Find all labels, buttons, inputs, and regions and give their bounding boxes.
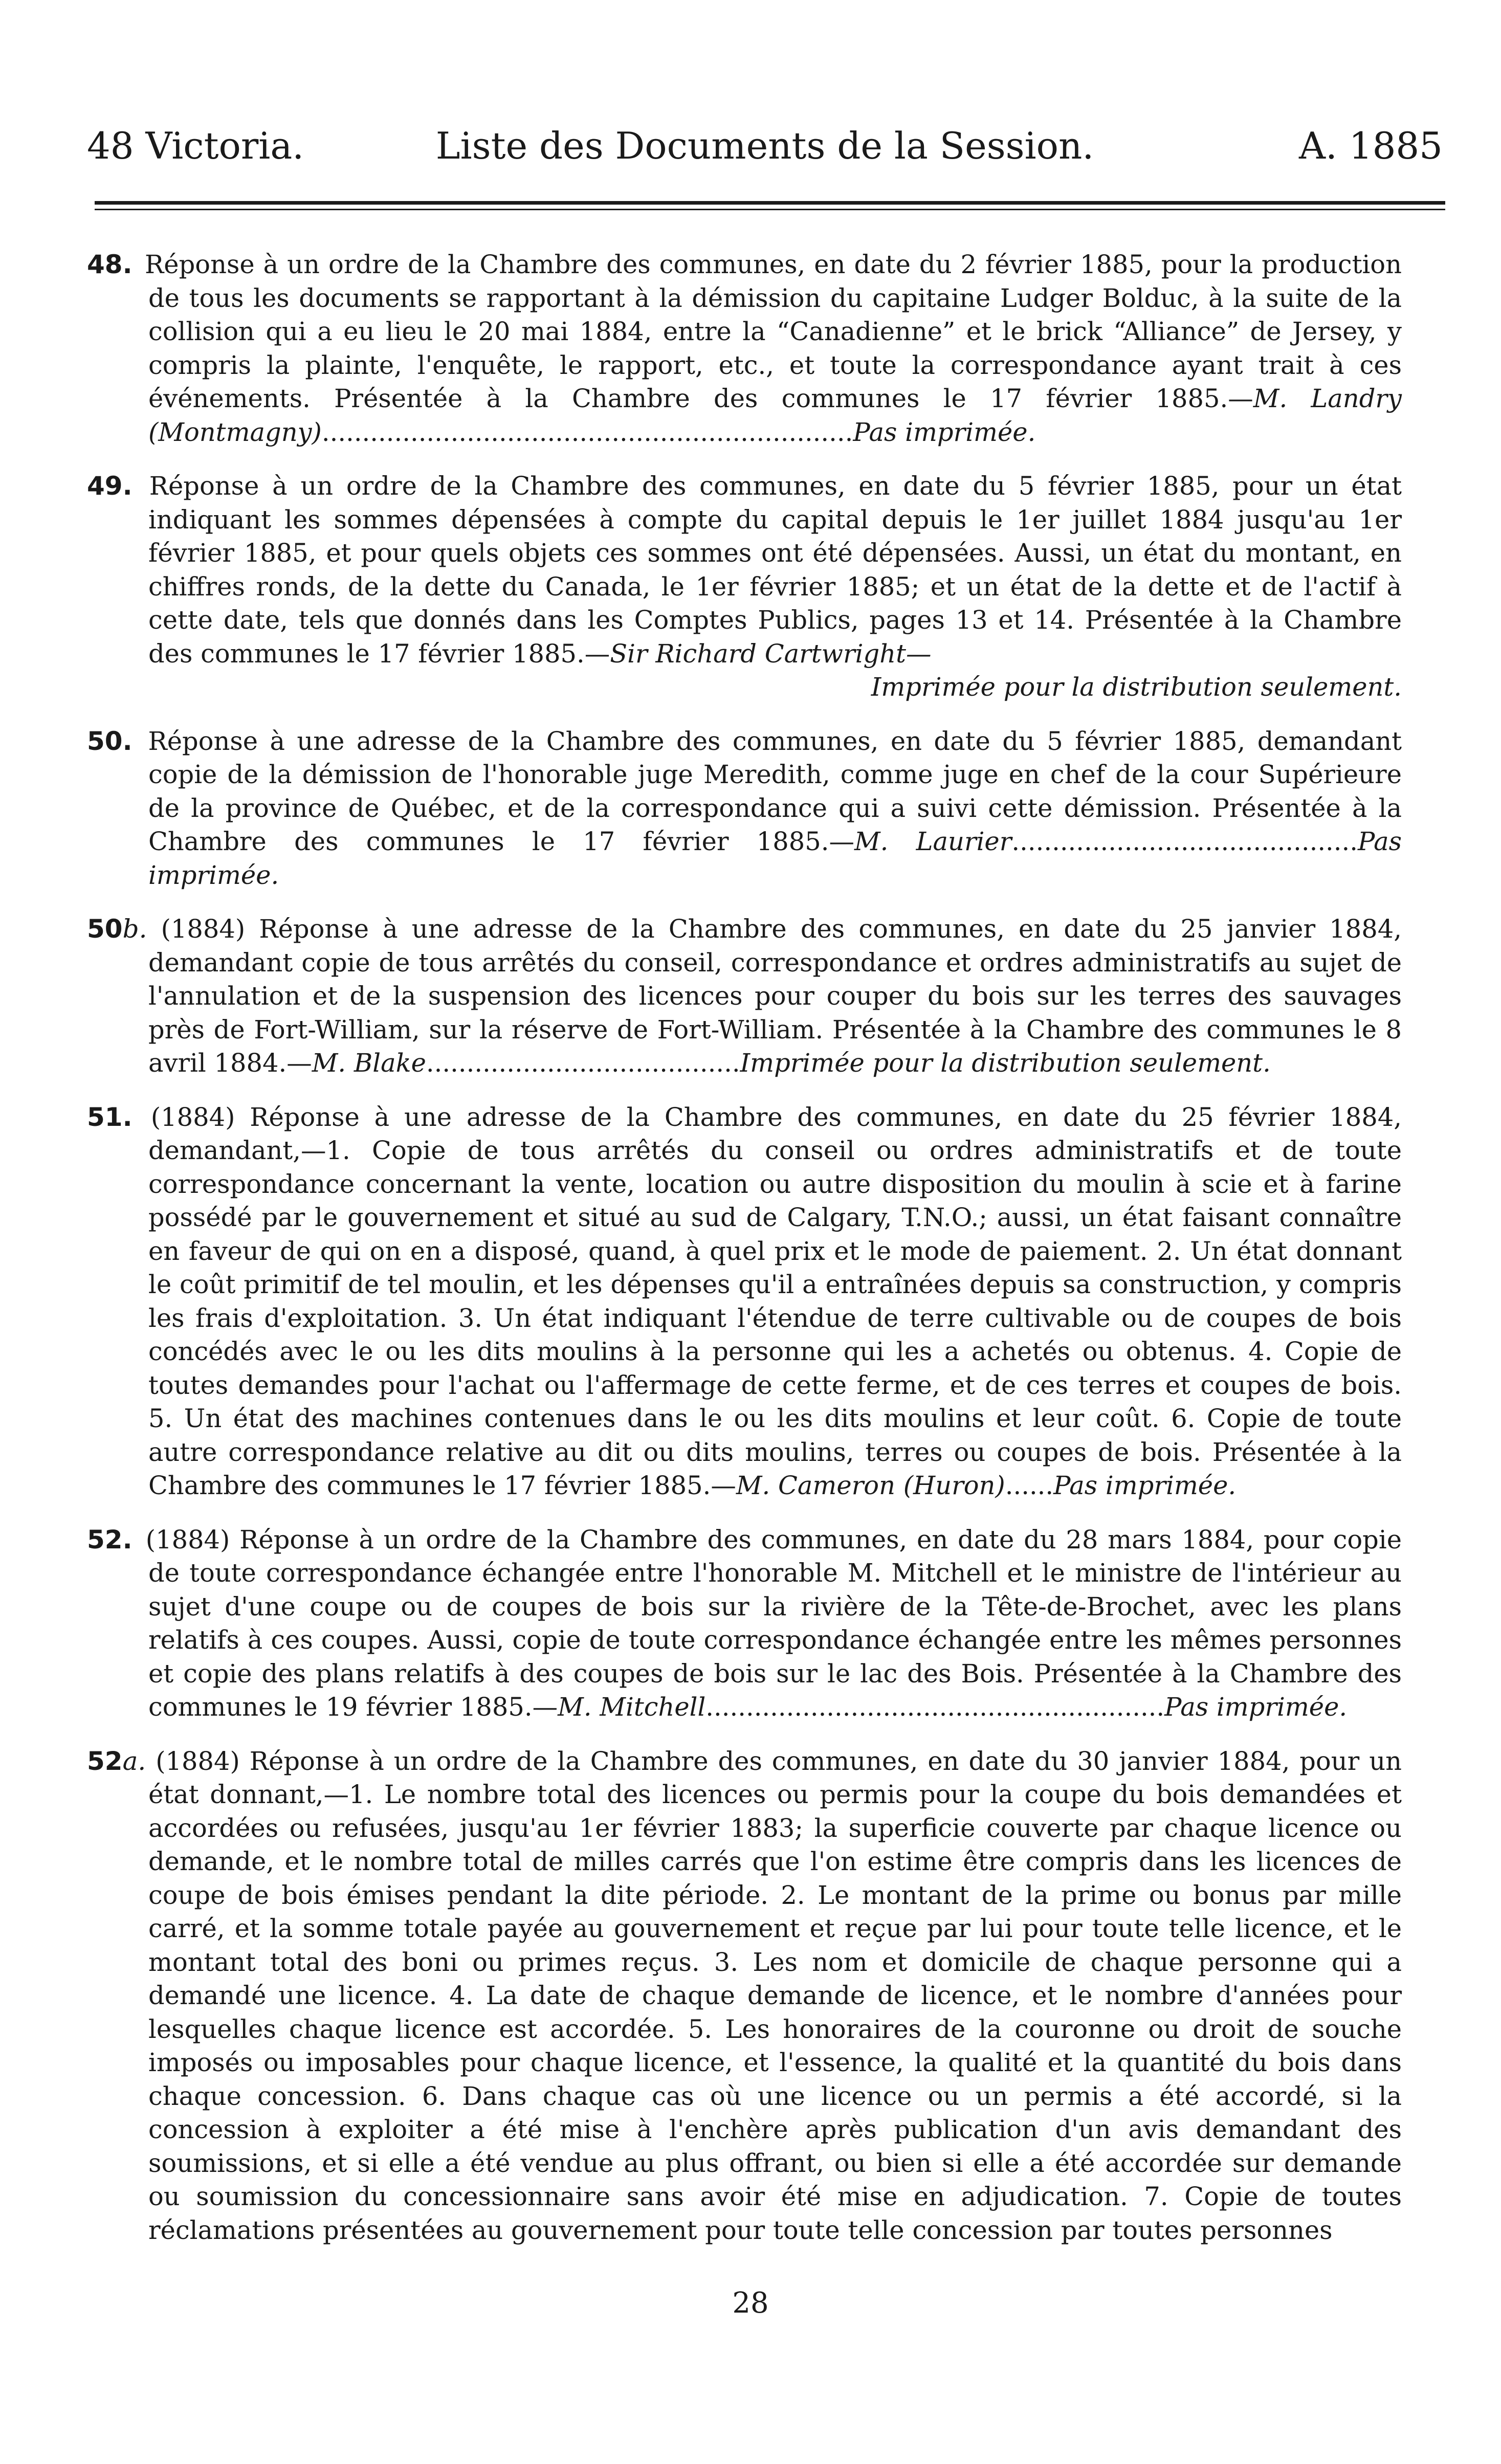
document-entry [87,913,1402,1080]
document-entry [87,725,1402,893]
document-entry [87,1745,1402,2248]
entry-text: Réponse à une adresse de la Chambre des communes, en date du 25 janvier 1884, demandant copie de tous arrêtés du conseil, correspondance et ordres administratifs au sujet de l'annulation et de la suspension des licences pour couper du bois sur les terres des sauvages près de Fort-William, sur la réserve de Fort-William. Présentée à la Chambre des communes le 8 avril 1884.— [148,914,1402,1078]
entry-text: Réponse à une adresse de la Chambre des communes, en date du 25 février 1884, demandant,—1. Copie de tous arrêtés du conseil ou ordres administratifs et de toute correspondance concernant la vente, location ou autre disposition du moulin à scie et à farine possédé par le gouvernement et situé au sud de Calgary, T.N.O.; aussi, un état faisant connaître en faveur de qui on en a disposé, quand, à quel prix et le mode de paiement. 2. Un état donnant le coût primitif de tel moulin, et les dépenses qu'il a entraînées depuis sa construction, y compris les frais d'exploitation. 3. Un état indiquant l'étendue de terre cultivable ou de coupes de bois concédés avec le ou les dits moulins à la personne qui les a achetés ou obtenus. 4. Copie de toutes demandes pour l'achat ou l'affermage de cette ferme, et de ces terres et coupes de bois. 5. Un état des machines contenues dans le ou les dits moulins et leur coût. 6. Copie de toute autre correspondance relative au dit ou dits moulins, terres ou coupes de bois. Présentée à la Chambre des communes le 17 février 1885.— [148,1102,1402,1500]
entry-year: (1884) [150,1102,235,1132]
document-entry [87,1101,1402,1503]
entry-leader: ...... [1005,1471,1054,1500]
entry-mover: M. Mitchell [558,1692,706,1722]
entry-mover: M. Laurier [854,827,1012,856]
entry-leader: .................................................................. [321,417,853,447]
entry-leader: ......................................................... [705,1692,1165,1722]
running-header [87,118,1443,174]
entry-status: Imprimée pour la distribution seulement. [740,1048,1271,1078]
entry-text: Réponse à un ordre de la Chambre des communes, en date du 30 janvier 1884, pour un état donnant,—1. Le nombre total des licences ou permis pour la coupe du bois demandées et accordées ou refusées, jusqu'au 1er février 1883; la superficie couverte par chaque licence ou demande, et le nombre total de milles carrés que l'on estime être compris dans les licences de coupe de bois émises pendant la dite période. 2. Le montant de la prime ou bonus par mille carré, et la somme totale payée au gouvernement et reçue par lui pour toute telle licence, et le montant total des boni ou primes reçus. 3. Les nom et domicile de chaque personne qui a demandé une licence. 4. La date de chaque demande de licence, et le nombre d'années pour lesquelles chaque licence est accordée. 5. Les honoraires de la couronne ou droit de souche imposés ou imposables pour chaque licence, et l'essence, la qualité et la quantité du bois dans chaque concession. 6. Dans chaque cas où une licence ou un permis a été accordé, si la concession à exploiter a été mise à l'enchère après publication d'un avis demandant des soumissions, et si elle a été vendue au plus offrant, ou bien si elle a été accordée sur demande ou soumission du concessionnaire sans avoir été mise en adjudication. 7. Copie de toutes réclamations présentées au gouvernement pour toute telle concession par toutes personnes [148,1746,1402,2245]
entry-mover: Sir Richard Cartwright— [610,638,932,669]
header-title: Liste des Documents de la Session. [435,124,1094,167]
page-number: 28 [732,2287,769,2320]
entry-number: 52a. [87,1746,146,1776]
entry-status: Pas imprimée. [1053,1471,1237,1500]
document-entry [87,470,1402,704]
entry-leader: ....................................... [426,1048,740,1078]
entry-year: (1884) [156,1746,240,1776]
entry-number: 50. [87,726,133,756]
entry-number: 52. [87,1524,133,1555]
entry-number: 50b. [87,914,147,944]
header-session: 48 Victoria. [87,124,304,167]
header-rule-thin [95,209,1445,210]
entry-mover: M. Blake [312,1048,426,1078]
entry-year: (1884) [145,1524,230,1555]
entry-text: Réponse à une adresse de la Chambre des communes, en date du 5 février 1885, demandant copie de la démission de l'honorable juge Meredith, comme juge en chef de la cour Supérieure de la province de Québec, et de la correspondance qui a suivi cette démission. Présentée à la Chambre des communes le 17 février 1885.— [148,726,1402,856]
entry-number: 49. [87,471,133,501]
entry-status: Imprimée pour la distribution seulement. [871,672,1402,702]
document-list [87,248,1402,2268]
entry-number: 51. [87,1102,133,1132]
entry-mover: M. Landry (Montmagny) [148,384,1402,447]
entry-number: 48. [87,250,133,279]
entry-year: (1884) [161,914,246,944]
entry-text: Réponse à un ordre de la Chambre des communes, en date du 28 mars 1884, pour copie de toute correspondance échangée entre l'honorable M. Mitchell et le ministre de l'intérieur au sujet d'une coupe ou de coupes de bois sur la rivière de la Tête-de-Brochet, avec les plans relatifs à ces coupes. Aussi, copie de toute correspondance échangée entre les mêmes personnes et copie des plans relatifs à des coupes de bois sur le lac des Bois. Présentée à la Chambre des communes le 19 février 1885.— [148,1524,1402,1722]
document-entry [87,1523,1402,1724]
entry-mover: M. Cameron (Huron) [736,1471,1005,1500]
header-year: A. 1885 [1298,124,1443,167]
entry-status: Pas imprimée. [148,827,1402,890]
header-rule-thick [95,201,1445,205]
entry-status: Pas imprimée. [853,417,1036,447]
document-entry [87,248,1402,449]
entry-text: Réponse à un ordre de la Chambre des communes, en date du 2 février 1885, pour la production de tous les documents se rapportant à la démission du capitaine Ludger Bolduc, à la suite de la collision qui a eu lieu le 20 mai 1884, entre la “Canadienne” et le brick “Alliance” de Jersey, y compris la plainte, l'enquête, le rapport, etc., et toute la correspondance ayant trait à ces événements. Présentée à la Chambre des communes le 17 février 1885.— [145,250,1402,413]
entry-status: Pas imprimée. [1164,1692,1348,1722]
entry-leader: ........................................... [1011,827,1358,856]
entry-text: Réponse à un ordre de la Chambre des communes, en date du 5 février 1885, pour un état indiquant les sommes dépensées à compte du capital depuis le 1er juillet 1884 jusqu'au 1er février 1885, et pour quels objets ces sommes ont été dépensées. Aussi, un état du montant, en chiffres ronds, de la dette du Canada, le 1er février 1885; et un état de la dette et de l'actif à cette date, tels que donnés dans les Comptes Publics, pages 13 et 14. Présentée à la Chambre des communes le 17 février 1885.— [148,471,1402,669]
